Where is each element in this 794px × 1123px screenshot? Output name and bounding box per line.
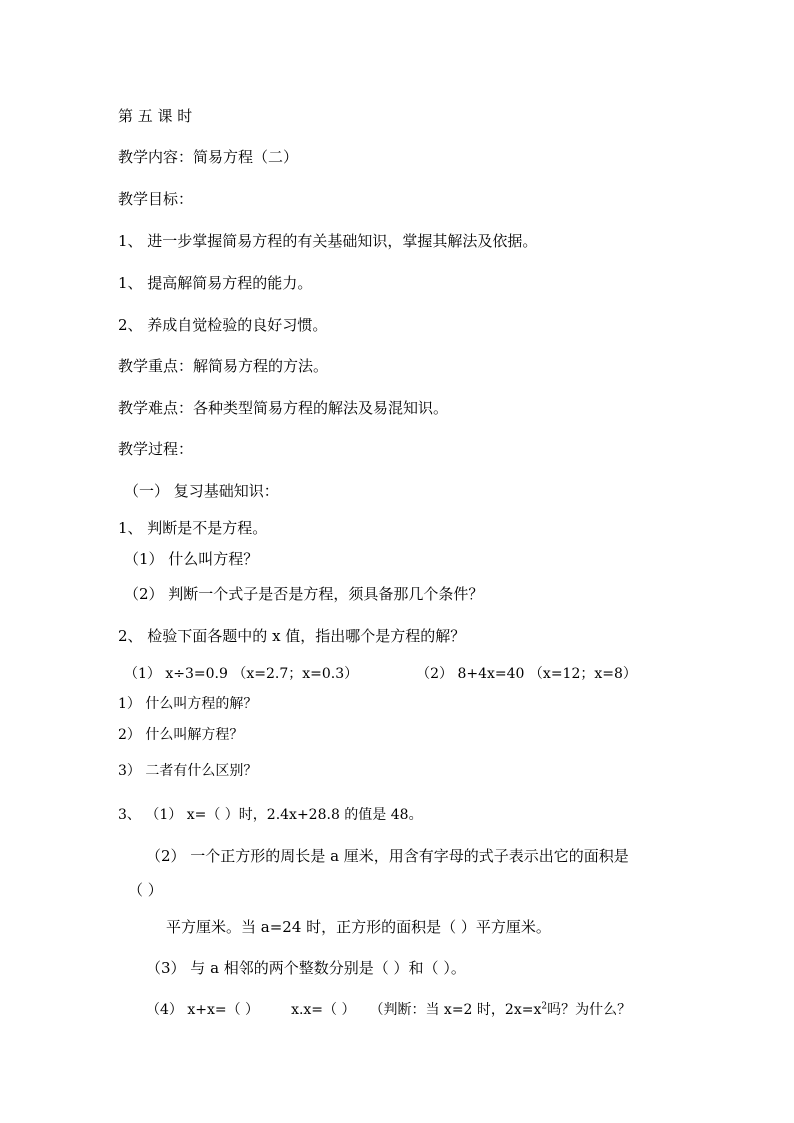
sub-question: 3） 二者有什么区别？ [118,763,258,779]
goal-item: 1、 提高解简易方程的能力。 [118,274,313,292]
judgement-text: （判断：当 x=2 时，2x=x [369,1002,542,1018]
equation-line [124,664,637,684]
sub-question: （3） 与 a 相邻的两个整数分别是（ ）和（ ）。 [146,959,466,977]
expression-product: x.x=（ ） [291,1002,356,1018]
question-item: 3、 （1） x=（ ）时，2.4x+28.8 的值是 48。 [118,807,423,823]
answer-blank: （ ） [128,881,163,899]
sub-question: （1） 什么叫方程？ [124,550,259,568]
process-heading: 教学过程： [118,440,194,458]
question-item: 1、 判断是不是方程。 [118,519,268,537]
sub-question: 2） 什么叫解方程？ [118,727,244,743]
equation-b: （2） 8+4x=40 （x=12；x=8） [416,666,637,682]
section-heading: （一） 复习基础知识： [124,482,279,500]
key-point: 教学重点：解简易方程的方法。 [118,357,329,375]
goal-item: 1、 进一步掌握简易方程的有关基础知识，掌握其解法及依据。 [118,232,538,250]
question-item: 2、 检验下面各题中的 x 值，指出哪个是方程的解？ [118,627,466,645]
difficulty: 教学难点：各种类型简易方程的解法及易混知识。 [118,399,449,417]
sub-question-continued: 平方厘米。当 a=24 时，正方形的面积是（ ）平方厘米。 [166,918,551,936]
goals-heading: 教学目标： [118,190,194,208]
sub-question [146,1000,631,1020]
sub-question: 1） 什么叫方程的解？ [118,696,258,712]
sub-question: （2） 判断一个式子是否是方程，须具备那几个条件？ [124,585,484,603]
equation-a: （1） x÷3=0.9 （x=2.7；x=0.3） [124,666,359,682]
expression-sum: （4） x+x=（ ） [146,1002,260,1018]
superscript: 2 [541,1001,548,1012]
goal-item: 2、 养成自觉检验的良好习惯。 [118,316,328,334]
judgement-question: 吗？为什么？ [547,1002,632,1018]
lesson-title: 第 五 课 时 [118,107,193,125]
teaching-content: 教学内容：简易方程（二） [118,148,299,166]
sub-question: （2） 一个正方形的周长是 a 厘米，用含有字母的式子表示出它的面积是 [146,847,629,865]
